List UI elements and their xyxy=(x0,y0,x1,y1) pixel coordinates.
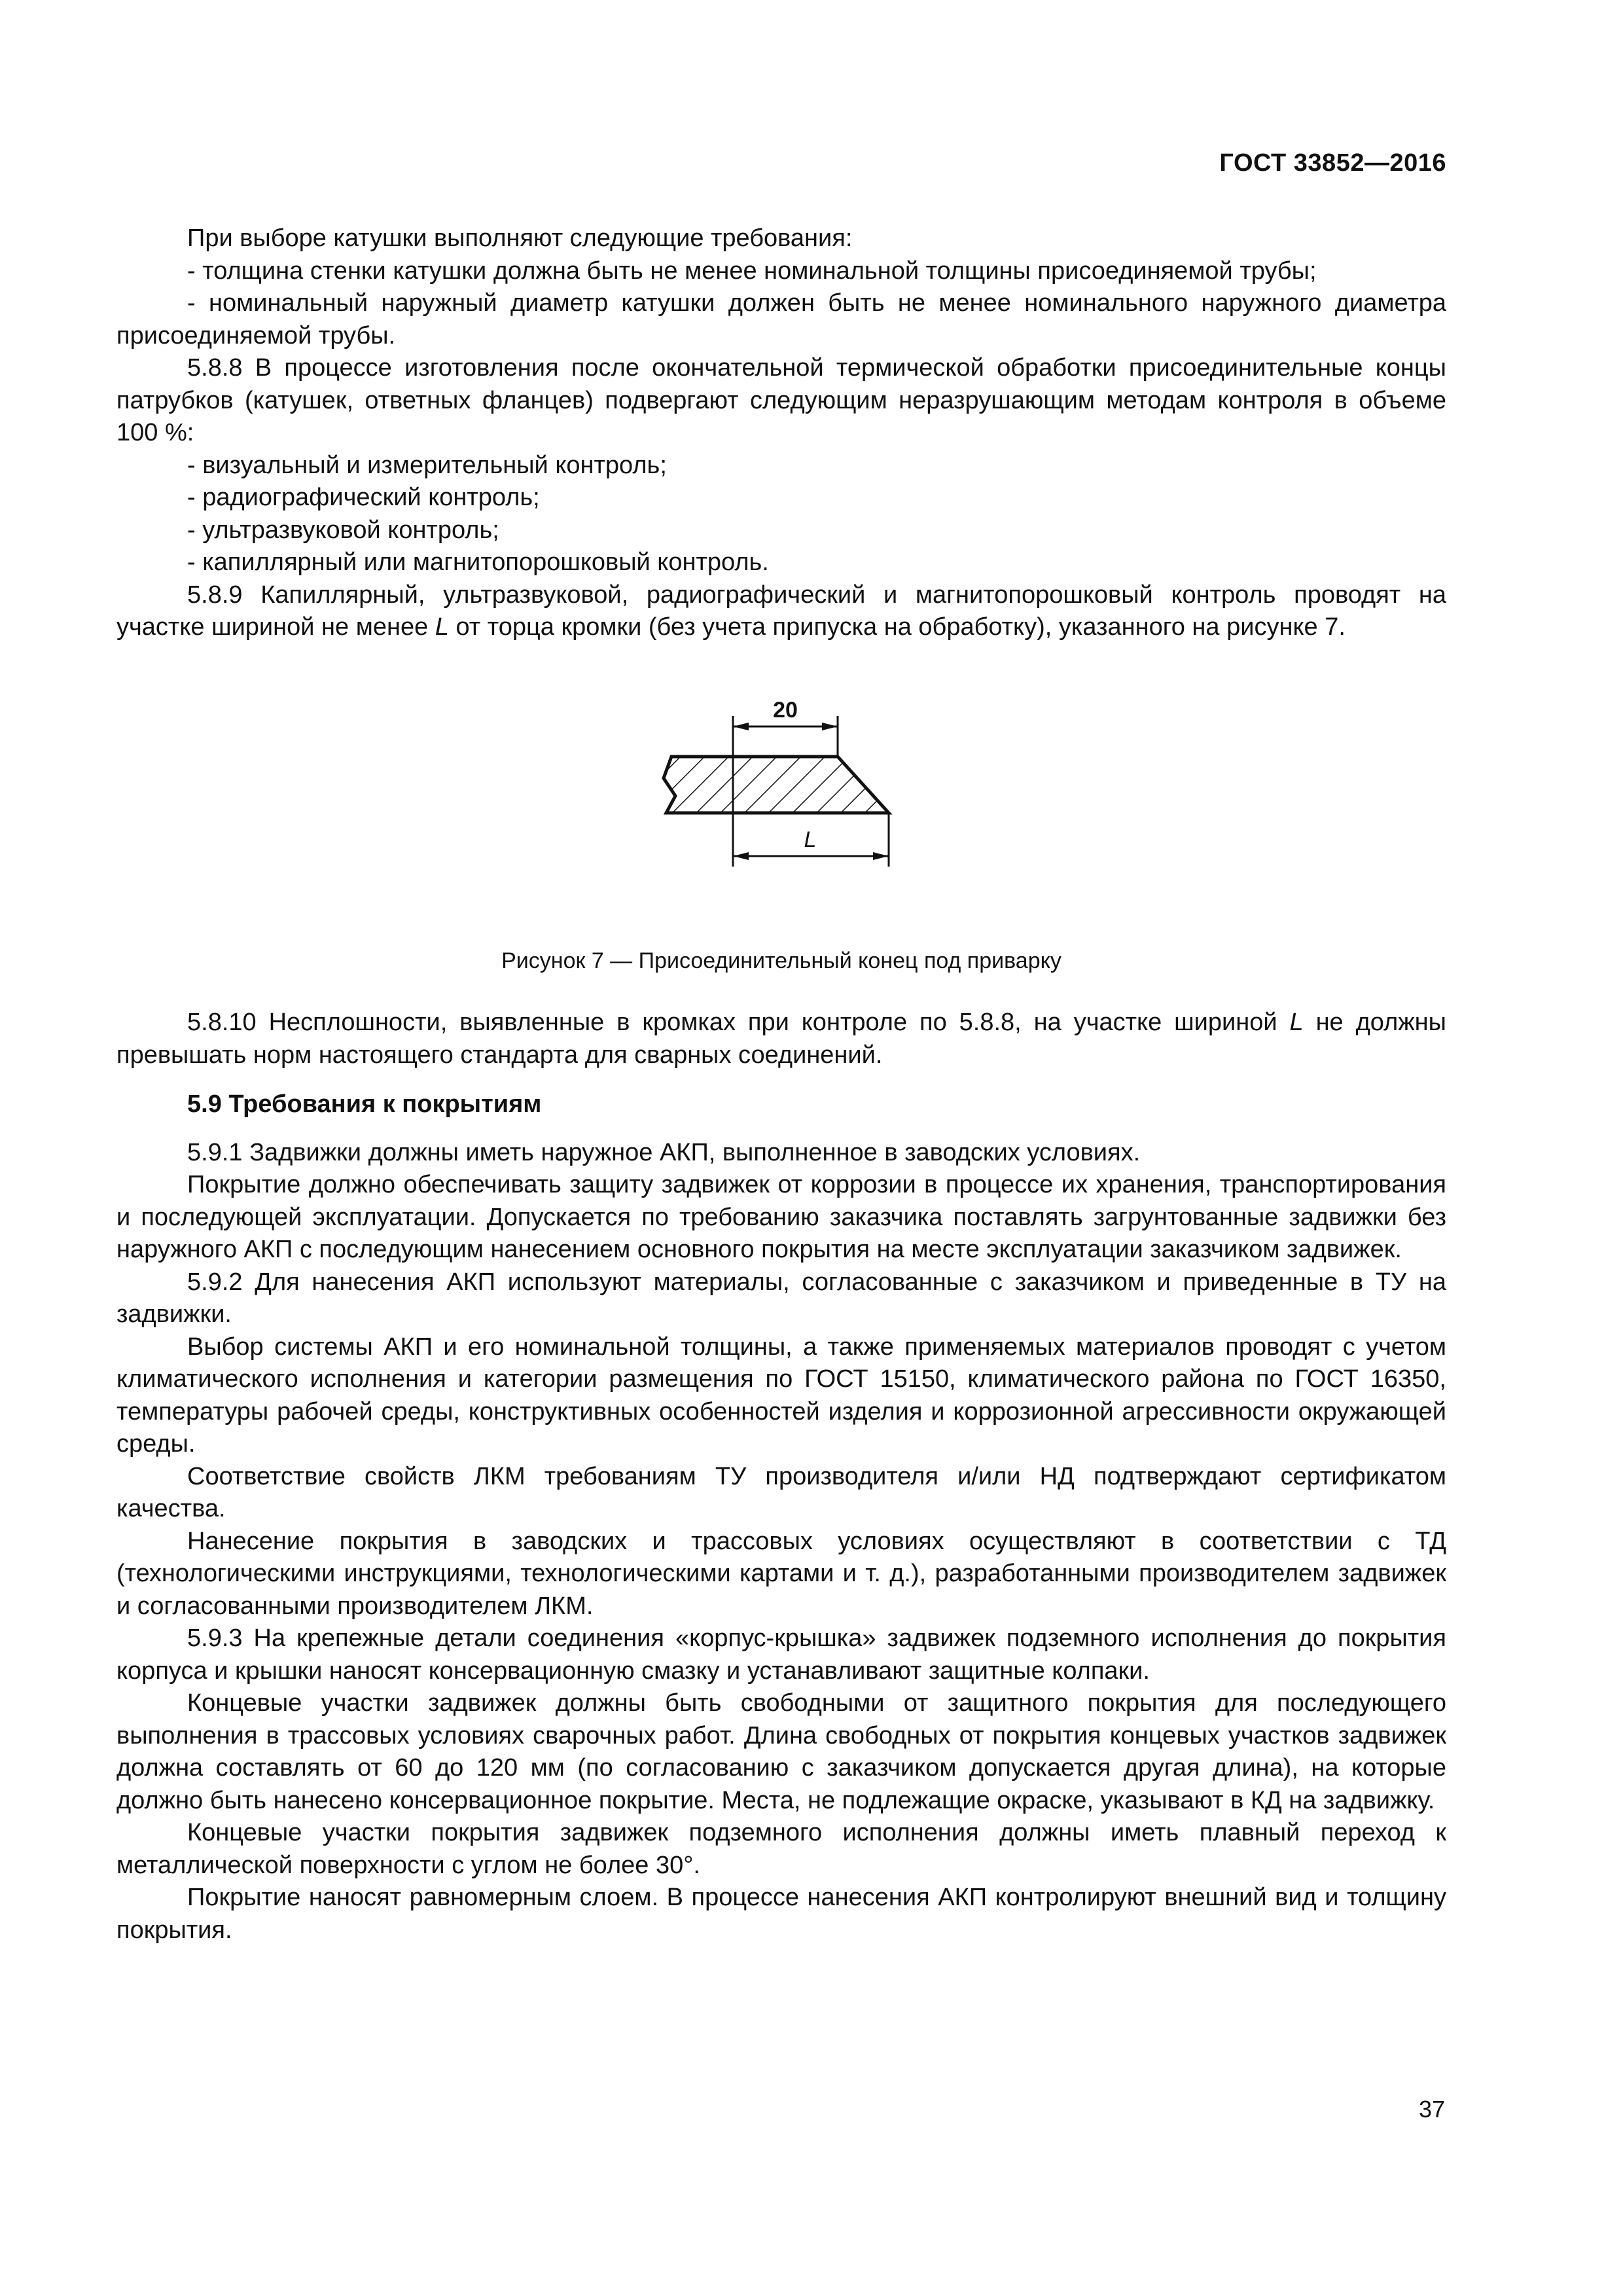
paragraph: Нанесение покрытия в заводских и трассовых условиях осуществляют в соответствии с ТД (технологическими инструкциями, технологическими картами и т. д.), разработанными производителем задвижек и согласованными производителем ЛКМ. xyxy=(116,1527,1446,1620)
figure-7 xyxy=(116,670,1446,945)
page-body xyxy=(116,223,1446,1946)
arrow-icon xyxy=(822,723,838,730)
list-item: - толщина стенки катушки должна быть не менее номинальной толщины присоединяемой трубы; xyxy=(187,257,1317,285)
weld-end-drawing xyxy=(116,670,1446,945)
paragraph: Концевые участки покрытия задвижек подземного исполнения должны иметь плавный переход к металлической поверхности с углом не более 30°. xyxy=(116,1819,1446,1879)
paragraph: Соответствие свойств ЛКМ требованиям ТУ производителя и/или НД подтверждают сертификатом качества. xyxy=(116,1462,1446,1522)
document-header: ГОСТ 33852—2016 xyxy=(1219,149,1446,177)
arrow-icon xyxy=(733,852,749,860)
dimension-20-label: 20 xyxy=(773,697,798,723)
paragraph: Покрытие должно обеспечивать защиту задвижек от коррозии в процессе их хранения, транспортирования и последующей эксплуатации. Допускается по требованию заказчика поставлять загрунтованные задвижки без наружного АКП с последующим нанесением основного покрытия на месте эксплуатации заказчиком задвижек. xyxy=(116,1171,1446,1263)
paragraph-5-9-3: 5.9.3 На крепежные детали соединения «корпус-крышка» задвижек подземного исполнения до покрытия корпуса и крышки наносят консервационную смазку и устанавливают защитные колпаки. xyxy=(116,1624,1446,1685)
arrow-icon xyxy=(733,723,749,730)
arrow-icon xyxy=(873,852,889,860)
paragraph-5-8-10: 5.8.10 Несплошности, выявленные в кромках при контроле по 5.8.8, на участке шириной L не должны превышать норм настоящего стандарта для сварных соединений. xyxy=(116,1009,1446,1069)
paragraph: При выборе катушки выполняют следующие требования: xyxy=(187,224,853,252)
paragraph-5-9-2: 5.9.2 Для нанесения АКП используют материалы, согласованные с заказчиком и приведенные в ТУ на задвижки. xyxy=(116,1268,1446,1328)
page-number: 37 xyxy=(1418,2096,1445,2123)
list-item: - капиллярный или магнитопорошковый контроль. xyxy=(187,548,769,576)
list-item: - радиографический контроль; xyxy=(187,484,540,511)
paragraph: Покрытие наносят равномерным слоем. В процессе нанесения АКП контролируют внешний вид и толщину покрытия. xyxy=(116,1884,1446,1944)
section-heading: 5.9 Требования к покрытиям xyxy=(187,1090,542,1118)
list-item: - номинальный наружный диаметр катушки должен быть не менее номинального наружного диаметра присоединяемой трубы. xyxy=(116,289,1446,350)
paragraph-5-9-1: 5.9.1 Задвижки должны иметь наружное АКП, выполненное в заводских условиях. xyxy=(187,1138,1141,1166)
list-item: - ультразвуковой контроль; xyxy=(187,516,499,544)
list-item: - визуальный и измерительный контроль; xyxy=(187,451,667,479)
hatched-section xyxy=(664,757,889,813)
paragraph: Концевые участки задвижек должны быть свободными от защитного покрытия для последующего выполнения в трассовых условиях сварочных работ. Длина свободных от покрытия концевых участков задвижек должна составлять от 60 до 120 мм (по согласованию с заказчиком допускается другая длина), на которые должно быть нанесено консервационное покрытие. Места, не подлежащие окраске, указывают в КД на задвижку. xyxy=(116,1689,1446,1814)
dimension-L-label: L xyxy=(804,827,817,852)
paragraph-5-8-9: 5.8.9 Капиллярный, ультразвуковой, радиографический и магнитопорошковый контроль проводят на участке шириной не менее L от торца кромки (без учета припуска на обработку), указанного на рисунке 7. xyxy=(116,581,1446,641)
paragraph: Выбор системы АКП и его номинальной толщины, а также применяемых материалов проводят с учетом климатического исполнения и категории размещения по ГОСТ 15150, климатического района по ГОСТ 16350, температуры рабочей среды, конструктивных особенностей изделия и коррозионной агрессивности окружающей среды. xyxy=(116,1333,1446,1458)
paragraph-5-8-8: 5.8.8 В процессе изготовления после окончательной термической обработки присоединительные концы патрубков (катушек, ответных фланцев) подвергают следующим неразрушающим методам контроля в объеме 100 %: xyxy=(116,354,1446,446)
figure-caption: Рисунок 7 — Присоединительный конец под приварку xyxy=(501,948,1061,973)
